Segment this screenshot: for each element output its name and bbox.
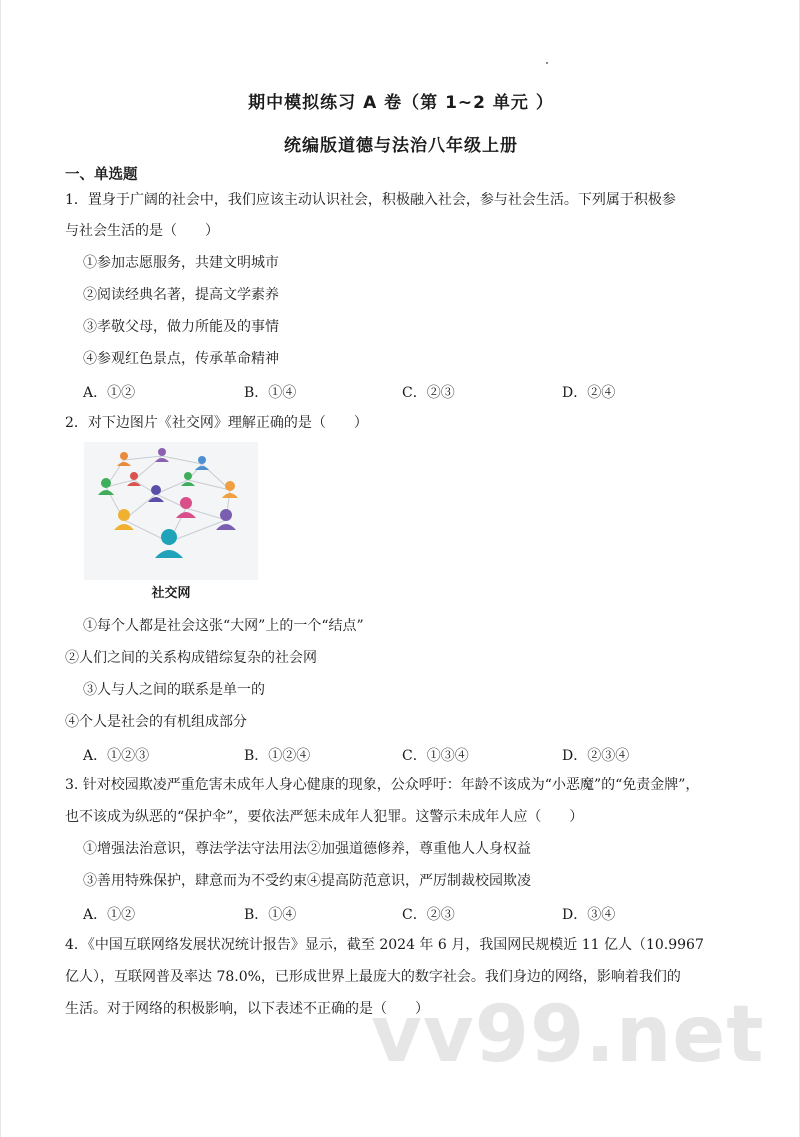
q2-option-b: B．①②④ bbox=[244, 748, 311, 764]
q1-option-a: A．①② bbox=[83, 385, 136, 401]
q3-option-d: D．③④ bbox=[562, 907, 616, 923]
social-network-illustration bbox=[84, 442, 258, 580]
speck bbox=[546, 62, 548, 64]
q3-items-line1: ①增强法治意识，尊法学法守法用法②加强道德修养，尊重他人人身权益 bbox=[83, 841, 531, 857]
q1-stem-line2: 与社会生活的是（ ） bbox=[65, 223, 219, 239]
q3-option-c: C．②③ bbox=[402, 907, 455, 923]
q2-item-4: ④个人是社会的有机组成部分 bbox=[65, 714, 247, 730]
q2-option-c: C．①③④ bbox=[402, 748, 469, 764]
q1-item-2: ②阅读经典名著，提高文学素养 bbox=[83, 287, 279, 303]
q3-items-line2: ③善用特殊保护，肆意而为不受约束④提高防范意识，严厉制裁校园欺凌 bbox=[83, 873, 531, 889]
q2-stem: 2．对下边图片《社交网》理解正确的是（ ） bbox=[65, 415, 368, 431]
page-subtitle: 统编版道德与法治八年级上册 bbox=[284, 136, 518, 156]
q2-option-a: A．①②③ bbox=[83, 748, 150, 764]
q4-stem-line2: 亿人），互联网普及率达 78.0%，已形成世界上最庞大的数字社会。我们身边的网络，影响着我们的 bbox=[65, 969, 681, 985]
watermark: vv99.net bbox=[371, 990, 765, 1080]
q1-item-3: ③孝敬父母，做力所能及的事情 bbox=[83, 319, 279, 335]
q2-item-1: ①每个人都是社会这张“大网”上的一个“结点” bbox=[83, 618, 364, 634]
q2-item-3: ③人与人之间的联系是单一的 bbox=[83, 682, 265, 698]
q2-option-d: D．②③④ bbox=[562, 748, 630, 764]
q2-item-2: ②人们之间的关系构成错综复杂的社会网 bbox=[65, 650, 317, 666]
q4-stem-line1: 4．《中国互联网络发展状况统计报告》显示，截至 2024 年 6 月，我国网民规模近 11 亿人（10.9967 bbox=[65, 937, 704, 953]
section-heading: 一、单选题 bbox=[65, 167, 138, 183]
social-network-figure bbox=[84, 442, 258, 580]
q1-option-d: D．②④ bbox=[562, 385, 616, 401]
q1-option-c: C．②③ bbox=[402, 385, 455, 401]
q1-item-4: ④参观红色景点，传承革命精神 bbox=[83, 351, 279, 367]
q1-option-b: B．①④ bbox=[244, 385, 297, 401]
q3-option-a: A．①② bbox=[83, 907, 136, 923]
q1-stem-line1: 1．置身于广阔的社会中，我们应该主动认识社会，积极融入社会，参与社会生活。下列属于积极参 bbox=[65, 192, 676, 208]
q3-stem-line1: 3. 针对校园欺凌严重危害未成年人身心健康的现象，公众呼吁：年龄不该成为“小恶魔”的“免责金牌”， bbox=[65, 777, 700, 793]
person-icons bbox=[98, 448, 238, 558]
figure-caption: 社交网 bbox=[151, 586, 191, 601]
q4-stem-line3: 生活。对于网络的积极影响，以下表述不正确的是（ ） bbox=[65, 1001, 429, 1017]
q1-item-1: ①参加志愿服务，共建文明城市 bbox=[83, 255, 279, 271]
q3-option-b: B．①④ bbox=[244, 907, 297, 923]
page-title: 期中模拟练习 A 卷（第 1~2 单元 ） bbox=[248, 93, 554, 113]
q3-stem-line2: 也不该成为纵恶的“保护伞”，要依法严惩未成年人犯罪。这警示未成年人应（ ） bbox=[65, 809, 584, 825]
